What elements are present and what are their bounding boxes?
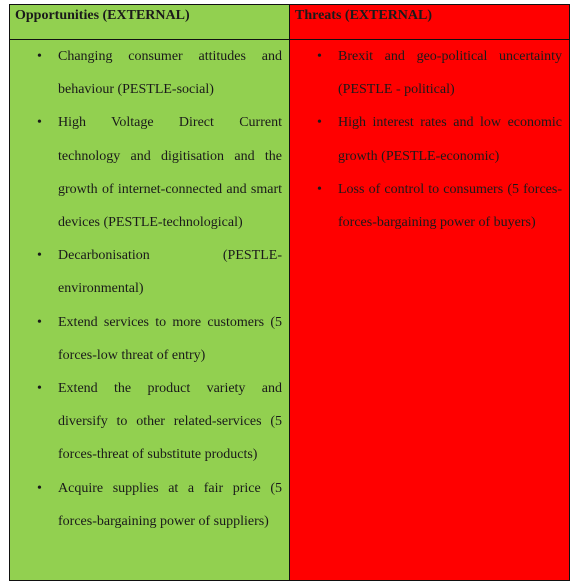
list-item <box>290 173 569 239</box>
bullet-icon: • <box>37 314 42 330</box>
opportunity-text: Extend the product variety and diversify to other related-services (5 forces-threat of substitute products) <box>58 381 282 463</box>
threat-text: Brexit and geo-political uncertainty (PESTLE - political) <box>338 49 562 98</box>
opportunities-list <box>10 40 289 538</box>
opportunity-text: High Voltage Direct Current technology and digitisation and the growth of internet-connected and smart devices (PESTLE-technological) <box>58 115 282 231</box>
opportunity-text: Changing consumer attitudes and behaviour (PESTLE-social) <box>58 49 282 98</box>
threats-column <box>290 5 569 580</box>
list-item <box>290 106 569 172</box>
list-item <box>10 306 289 372</box>
threats-list <box>290 40 569 239</box>
opportunity-text: Acquire supplies at a fair price (5 forces-bargaining power of suppliers) <box>58 480 282 529</box>
opportunities-body <box>10 40 289 538</box>
threats-body <box>290 40 569 239</box>
bullet-icon: • <box>317 49 322 64</box>
opportunities-heading: Opportunities (EXTERNAL) <box>10 5 289 40</box>
list-item <box>10 40 289 106</box>
list-item <box>10 472 289 538</box>
threats-heading: Threats (EXTERNAL) <box>290 5 569 40</box>
list-item <box>10 106 289 239</box>
bullet-icon: • <box>37 248 42 264</box>
swot-table <box>9 4 570 581</box>
list-item <box>290 40 569 106</box>
bullet-icon: • <box>317 181 322 197</box>
bullet-icon: • <box>37 115 42 131</box>
opportunities-column <box>10 5 290 580</box>
list-item <box>10 372 289 472</box>
opportunity-text: Extend services to more customers (5 forces-low threat of entry) <box>58 314 282 363</box>
bullet-icon: • <box>37 49 42 64</box>
opportunity-text: Decarbonisation (PESTLE-environmental) <box>58 248 282 297</box>
bullet-icon: • <box>37 480 42 496</box>
bullet-icon: • <box>317 115 322 131</box>
threat-text: Loss of control to consumers (5 forces- forces-bargaining power of buyers) <box>338 181 562 231</box>
threat-text: High interest rates and low economic growth (PESTLE-economic) <box>338 115 562 164</box>
list-item <box>10 239 289 305</box>
bullet-icon: • <box>37 381 42 397</box>
